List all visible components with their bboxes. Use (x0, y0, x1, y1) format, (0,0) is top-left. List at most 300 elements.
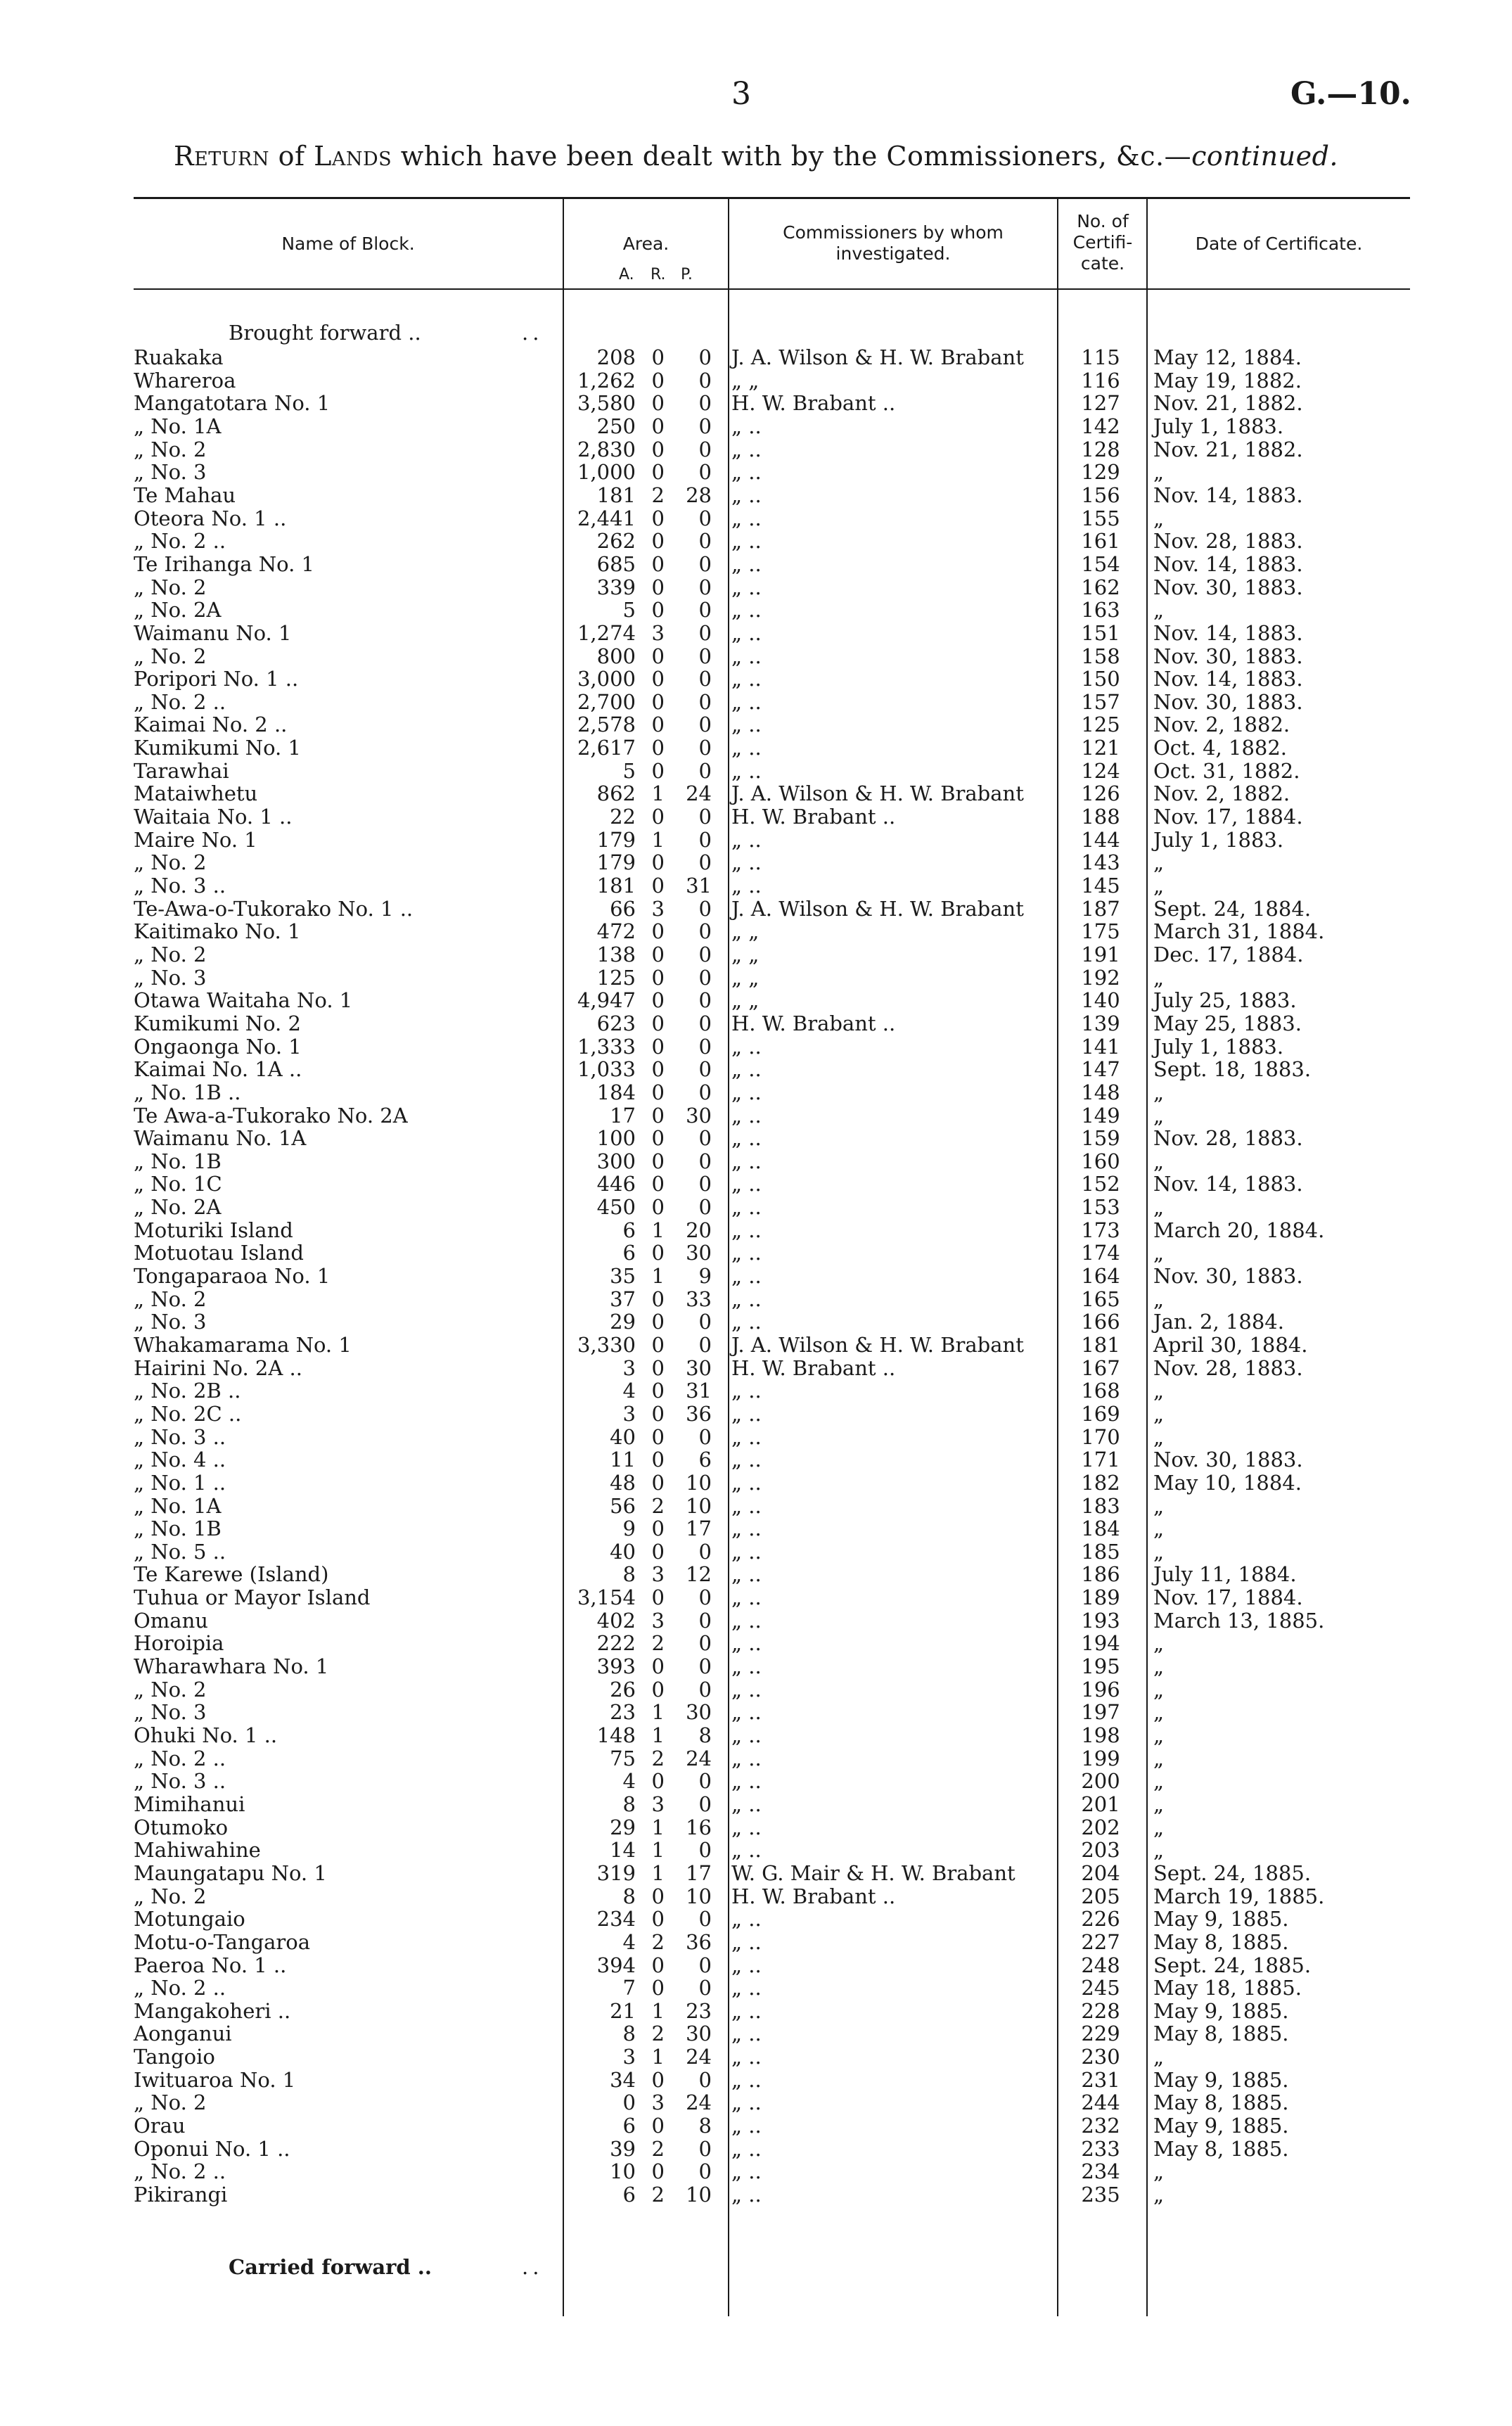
certificate-number: 183 (1081, 1493, 1120, 1518)
certificate-number: 140 (1081, 988, 1120, 1013)
area-perches: 0 (698, 942, 712, 966)
area-roods: 2 (651, 2022, 665, 2046)
commissioners: „ .. (731, 1769, 762, 1794)
commissioners: „ .. (731, 713, 762, 737)
block-name: „ No. 3 .. (134, 1424, 226, 1449)
commissioners: „ .. (731, 1401, 762, 1426)
certificate-number: 200 (1081, 1769, 1120, 1794)
certificate-date: May 8, 1885. (1153, 2136, 1289, 2161)
certificate-number: 196 (1081, 1677, 1120, 1702)
certificate-date: „ (1153, 1700, 1165, 1725)
area-perches: 0 (698, 1011, 712, 1035)
area-acres: 394 (596, 1953, 636, 1977)
commissioners: H. W. Brabant .. (731, 1884, 896, 1908)
table-row (0, 576, 1512, 599)
area-perches: 0 (698, 506, 712, 530)
area-perches: 20 (686, 1218, 712, 1242)
area-roods: 0 (651, 1976, 665, 2000)
carried-forward-label: Carried forward .. (229, 2255, 432, 2279)
table-row (0, 484, 1512, 507)
area-acres: 179 (596, 850, 636, 875)
table-row (0, 599, 1512, 622)
certificate-number: 233 (1081, 2136, 1120, 2161)
block-name: Motuotau Island (134, 1241, 304, 1265)
commissioners: „ .. (731, 1172, 762, 1196)
area-perches: 8 (698, 1723, 712, 1747)
commissioners: „ .. (731, 2045, 762, 2069)
area-perches: 0 (698, 827, 712, 852)
table-row (0, 874, 1512, 898)
area-perches: 24 (686, 781, 712, 806)
certificate-number: 226 (1081, 1907, 1120, 1932)
area-roods: 0 (651, 1539, 665, 1564)
table-row (0, 2138, 1512, 2161)
area-perches: 0 (698, 713, 712, 737)
area-acres: 1,333 (577, 1034, 636, 1059)
table-row (0, 1747, 1512, 1770)
table-row (0, 2000, 1512, 2023)
block-name: „ No. 1C (134, 1172, 222, 1196)
area-perches: 17 (686, 1860, 712, 1885)
table-row (0, 622, 1512, 645)
commissioners: „ .. (731, 1470, 762, 1495)
table-top-rule (134, 197, 1410, 199)
commissioners: H. W. Brabant .. (731, 805, 896, 829)
header-date: Date of Certificate. (1195, 234, 1363, 254)
table-row (0, 530, 1512, 553)
area-roods: 0 (651, 1126, 665, 1151)
area-perches: 36 (686, 1929, 712, 1954)
block-name: „ No. 1B (134, 1149, 222, 1173)
block-name: Waitaia No. 1 .. (134, 805, 293, 829)
block-name: Mangatotara No. 1 (134, 391, 331, 416)
table-row (0, 1471, 1512, 1495)
area-perches: 0 (698, 620, 712, 645)
area-roods: 0 (651, 736, 665, 760)
area-acres: 262 (596, 529, 636, 554)
table-row (0, 346, 1512, 369)
commissioners: „ .. (731, 2022, 762, 2046)
table-row (0, 1862, 1512, 1885)
commissioners: „ .. (731, 437, 762, 461)
commissioners: „ .. (731, 506, 762, 530)
area-acres: 3,000 (577, 667, 636, 691)
area-acres: 4 (622, 1379, 636, 1403)
page-number: 3 (731, 76, 751, 112)
block-name: Kaimai No. 2 .. (134, 713, 288, 737)
area-acres: 8 (622, 1792, 636, 1816)
commissioners: „ .. (731, 1218, 762, 1242)
block-name: Whakamarama No. 1 (134, 1333, 352, 1357)
area-perches: 30 (686, 1241, 712, 1265)
certificate-number: 124 (1081, 758, 1120, 783)
area-acres: 4,947 (577, 988, 636, 1013)
block-name: „ No. 2 (134, 575, 207, 599)
commissioners: „ .. (731, 598, 762, 623)
area-perches: 24 (686, 2090, 712, 2115)
area-acres: 100 (596, 1126, 636, 1151)
area-perches: 0 (698, 460, 712, 485)
area-perches: 0 (698, 1034, 712, 1059)
certificate-date: Jan. 2, 1884. (1153, 1310, 1284, 1334)
certificate-date: „ (1153, 1287, 1165, 1311)
certificate-number: 163 (1081, 598, 1120, 623)
area-roods: 0 (651, 1585, 665, 1610)
area-roods: 0 (651, 1884, 665, 1908)
block-name: „ No. 3 (134, 1700, 207, 1725)
area-roods: 0 (651, 1470, 665, 1495)
table-row (0, 1885, 1512, 1908)
area-acres: 179 (596, 827, 636, 852)
commissioners: „ „ (731, 965, 760, 990)
table-row (0, 1426, 1512, 1449)
area-perches: 0 (698, 391, 712, 416)
commissioners: „ .. (731, 1677, 762, 1702)
certificate-number: 170 (1081, 1424, 1120, 1449)
area-acres: 138 (596, 942, 636, 966)
area-roods: 0 (651, 1517, 665, 1541)
commissioners: „ .. (731, 620, 762, 645)
certificate-date: April 30, 1884. (1153, 1333, 1308, 1357)
certificate-number: 159 (1081, 1126, 1120, 1151)
area-roods: 1 (651, 1838, 665, 1863)
block-name: Tongaparaoa No. 1 (134, 1264, 331, 1288)
certificate-number: 147 (1081, 1057, 1120, 1082)
table-row (0, 507, 1512, 530)
certificate-number: 164 (1081, 1264, 1120, 1288)
commissioners: „ .. (731, 1746, 762, 1770)
area-acres: 4 (622, 1769, 636, 1794)
area-roods: 0 (651, 551, 665, 576)
commissioners: „ .. (731, 1264, 762, 1288)
area-acres: 0 (622, 2090, 636, 2115)
area-roods: 0 (651, 1448, 665, 1472)
area-acres: 48 (610, 1470, 636, 1495)
area-roods: 0 (651, 506, 665, 530)
table-row (0, 805, 1512, 829)
certificate-number: 121 (1081, 736, 1120, 760)
table-row (0, 1931, 1512, 1954)
certificate-date: „ (1153, 1769, 1165, 1794)
area-acres: 6 (622, 2114, 636, 2138)
commissioners: „ .. (731, 1654, 762, 1679)
table-row (0, 1104, 1512, 1128)
commissioners: „ .. (731, 2159, 762, 2184)
commissioners: „ .. (731, 1700, 762, 1725)
page-title (0, 141, 1512, 172)
table-row (0, 1448, 1512, 1471)
area-perches: 0 (698, 1310, 712, 1334)
certificate-date: Sept. 24, 1885. (1153, 1860, 1312, 1885)
block-name: Otawa Waitaha No. 1 (134, 988, 353, 1013)
area-roods: 0 (651, 919, 665, 944)
area-roods: 2 (651, 1746, 665, 1770)
block-name: Te Karewe (Island) (134, 1562, 329, 1587)
area-roods: 0 (651, 437, 665, 461)
block-name: „ No. 2 (134, 1677, 207, 1702)
area-acres: 181 (596, 483, 636, 507)
certificate-number: 205 (1081, 1884, 1120, 1908)
area-roods: 0 (651, 965, 665, 990)
certificate-number: 235 (1081, 2183, 1120, 2207)
block-name: Mimihanui (134, 1792, 245, 1816)
certificate-number: 168 (1081, 1379, 1120, 1403)
commissioners: „ .. (731, 483, 762, 507)
area-roods: 1 (651, 1860, 665, 1885)
table-row (0, 1563, 1512, 1586)
commissioners: „ „ (731, 368, 760, 392)
area-roods: 3 (651, 1792, 665, 1816)
area-acres: 181 (596, 873, 636, 898)
area-perches: 0 (698, 2159, 712, 2184)
block-name: Te Mahau (134, 483, 236, 507)
area-roods: 0 (651, 529, 665, 554)
certificate-date: „ (1153, 1517, 1165, 1541)
certificate-date: Nov. 14, 1883. (1153, 551, 1303, 576)
area-roods: 2 (651, 1929, 665, 1954)
block-name: „ No. 1B .. (134, 1080, 241, 1104)
area-roods: 0 (651, 988, 665, 1013)
certificate-number: 148 (1081, 1080, 1120, 1104)
area-acres: 184 (596, 1080, 636, 1104)
certificate-date: Nov. 28, 1883. (1153, 1355, 1303, 1380)
table-row (0, 1173, 1512, 1196)
area-acres: 234 (596, 1907, 636, 1932)
certificate-date: „ (1153, 1401, 1165, 1426)
certificate-number: 165 (1081, 1287, 1120, 1311)
table-row (0, 645, 1512, 668)
certificate-date: Oct. 4, 1882. (1153, 736, 1288, 760)
table-row (0, 782, 1512, 805)
block-name: Oponui No. 1 .. (134, 2136, 290, 2161)
commissioners: „ .. (731, 1080, 762, 1104)
block-name: „ No. 1A (134, 1493, 222, 1518)
certificate-date: Nov. 30, 1883. (1153, 644, 1303, 668)
block-name: Ongaonga No. 1 (134, 1034, 302, 1059)
area-roods: 1 (651, 1723, 665, 1747)
area-perches: 0 (698, 988, 712, 1013)
document-code: G.—10. (1290, 76, 1411, 112)
area-roods: 3 (651, 620, 665, 645)
header-bottom-rule (134, 288, 1410, 290)
commissioners: „ .. (731, 1976, 762, 2000)
block-name: „ No. 2 .. (134, 1746, 226, 1770)
area-acres: 3 (622, 1355, 636, 1380)
block-name: „ No. 2 (134, 2090, 207, 2115)
area-acres: 37 (610, 1287, 636, 1311)
area-roods: 0 (651, 850, 665, 875)
table-row (0, 989, 1512, 1012)
certificate-number: 116 (1081, 368, 1120, 392)
block-name: Tarawhai (134, 758, 229, 783)
certificate-date: Nov. 14, 1883. (1153, 1172, 1303, 1196)
certificate-date: May 8, 1885. (1153, 2022, 1289, 2046)
table-row (0, 1219, 1512, 1242)
unit-perches: P. (681, 266, 693, 283)
certificate-number: 174 (1081, 1241, 1120, 1265)
area-perches: 0 (698, 2067, 712, 2092)
commissioners: „ .. (731, 551, 762, 576)
title-continued: continued. (1191, 141, 1339, 172)
area-roods: 1 (651, 1264, 665, 1288)
leader-dots: .. (522, 321, 544, 345)
area-perches: 0 (698, 1539, 712, 1564)
area-perches: 0 (698, 689, 712, 714)
block-name: „ No. 3 .. (134, 1769, 226, 1794)
area-acres: 35 (610, 1264, 636, 1288)
area-roods: 0 (651, 1654, 665, 1679)
table-row (0, 2069, 1512, 2092)
table-row (0, 691, 1512, 714)
commissioners: W. G. Mair & H. W. Brabant (731, 1860, 1016, 1885)
certificate-number: 232 (1081, 2114, 1120, 2138)
area-acres: 6 (622, 1241, 636, 1265)
commissioners: „ .. (731, 1379, 762, 1403)
area-perches: 0 (698, 1149, 712, 1173)
commissioners: H. W. Brabant .. (731, 391, 896, 416)
certificate-date: „ (1153, 460, 1165, 485)
area-perches: 0 (698, 1333, 712, 1357)
area-acres: 685 (596, 551, 636, 576)
table-row (0, 1954, 1512, 1977)
area-acres: 21 (610, 1998, 636, 2023)
area-roods: 3 (651, 1608, 665, 1633)
block-name: „ No. 2B .. (134, 1379, 241, 1403)
area-perches: 8 (698, 2114, 712, 2138)
area-roods: 2 (651, 2183, 665, 2207)
area-perches: 0 (698, 345, 712, 369)
table-row (0, 1770, 1512, 1793)
table-row (0, 1839, 1512, 1862)
block-name: „ No. 2 .. (134, 1976, 226, 2000)
area-acres: 222 (596, 1631, 636, 1656)
table-row (0, 1908, 1512, 1931)
area-acres: 75 (610, 1746, 636, 1770)
certificate-number: 139 (1081, 1011, 1120, 1035)
area-acres: 39 (610, 2136, 636, 2161)
area-perches: 28 (686, 483, 712, 507)
table-row (0, 1241, 1512, 1265)
commissioners: „ .. (731, 689, 762, 714)
area-roods: 0 (651, 873, 665, 898)
area-acres: 22 (610, 805, 636, 829)
table-row (0, 668, 1512, 691)
block-name: „ No. 2 (134, 1884, 207, 1908)
commissioners: „ .. (731, 1631, 762, 1656)
certificate-date: Nov. 14, 1883. (1153, 667, 1303, 691)
block-name: Waimanu No. 1 (134, 620, 292, 645)
certificate-date: „ (1153, 965, 1165, 990)
area-acres: 8 (622, 1884, 636, 1908)
area-acres: 623 (596, 1011, 636, 1035)
area-roods: 0 (651, 1034, 665, 1059)
block-name: Omanu (134, 1608, 208, 1633)
certificate-date: May 19, 1882. (1153, 368, 1302, 392)
certificate-number: 188 (1081, 805, 1120, 829)
certificate-date: „ (1153, 598, 1165, 623)
commissioners: „ .. (731, 1929, 762, 1954)
area-roods: 1 (651, 1998, 665, 2023)
area-perches: 0 (698, 758, 712, 783)
area-perches: 24 (686, 1746, 712, 1770)
area-acres: 11 (610, 1448, 636, 1472)
commissioners: „ .. (731, 1907, 762, 1932)
block-name: Kaimai No. 1A .. (134, 1057, 302, 1082)
header-area: Area. (622, 234, 669, 254)
area-perches: 0 (698, 1792, 712, 1816)
certificate-date: Nov. 28, 1883. (1153, 1126, 1303, 1151)
area-acres: 339 (596, 575, 636, 599)
certificate-date: „ (1153, 1792, 1165, 1816)
area-perches: 0 (698, 1172, 712, 1196)
table-row (0, 1150, 1512, 1173)
commissioners: J. A. Wilson & H. W. Brabant (731, 345, 1024, 369)
area-perches: 0 (698, 919, 712, 944)
block-name: Maungatapu No. 1 (134, 1860, 327, 1885)
certificate-date: „ (1153, 1493, 1165, 1518)
area-perches: 0 (698, 1057, 712, 1082)
certificate-number: 245 (1081, 1976, 1120, 2000)
certificate-number: 151 (1081, 620, 1120, 645)
table-row (0, 369, 1512, 392)
commissioners: „ .. (731, 1517, 762, 1541)
block-name: Te Irihanga No. 1 (134, 551, 314, 576)
certificate-date: March 19, 1885. (1153, 1884, 1325, 1908)
certificate-date: Sept. 18, 1883. (1153, 1057, 1312, 1082)
certificate-number: 161 (1081, 529, 1120, 554)
commissioners: „ .. (731, 827, 762, 852)
commissioners: J. A. Wilson & H. W. Brabant (731, 781, 1024, 806)
area-acres: 2,578 (577, 713, 636, 737)
area-acres: 319 (596, 1860, 636, 1885)
block-name: Waimanu No. 1A (134, 1126, 307, 1151)
area-roods: 0 (651, 942, 665, 966)
area-perches: 10 (686, 1470, 712, 1495)
carried-forward-row (0, 2256, 1512, 2279)
header-cert-no: No. of Certifi-cate. (1072, 211, 1133, 274)
certificate-date: May 9, 1885. (1153, 2067, 1289, 2092)
area-acres: 26 (610, 1677, 636, 1702)
certificate-number: 167 (1081, 1355, 1120, 1380)
block-name: Orau (134, 2114, 186, 2138)
table-row (0, 1288, 1512, 1311)
certificate-date: „ (1153, 1379, 1165, 1403)
area-roods: 0 (651, 713, 665, 737)
table-row (0, 2045, 1512, 2069)
certificate-number: 204 (1081, 1860, 1120, 1885)
commissioners: „ .. (731, 1608, 762, 1633)
certificate-number: 199 (1081, 1746, 1120, 1770)
commissioners: „ .. (731, 1057, 762, 1082)
area-perches: 0 (698, 414, 712, 438)
title-lands: Lands (314, 141, 392, 172)
commissioners: „ .. (731, 1103, 762, 1128)
area-perches: 30 (686, 1355, 712, 1380)
table-row (0, 713, 1512, 736)
area-acres: 5 (622, 758, 636, 783)
header-name: Name of Block. (281, 234, 415, 254)
commissioners: „ .. (731, 1287, 762, 1311)
table-row (0, 1977, 1512, 2000)
area-perches: 23 (686, 1998, 712, 2023)
area-perches: 0 (698, 551, 712, 576)
certificate-number: 142 (1081, 414, 1120, 438)
area-acres: 3,154 (577, 1585, 636, 1610)
certificate-number: 149 (1081, 1103, 1120, 1128)
certificate-date: „ (1153, 506, 1165, 530)
area-perches: 0 (698, 1608, 712, 1633)
area-roods: 1 (651, 1815, 665, 1839)
